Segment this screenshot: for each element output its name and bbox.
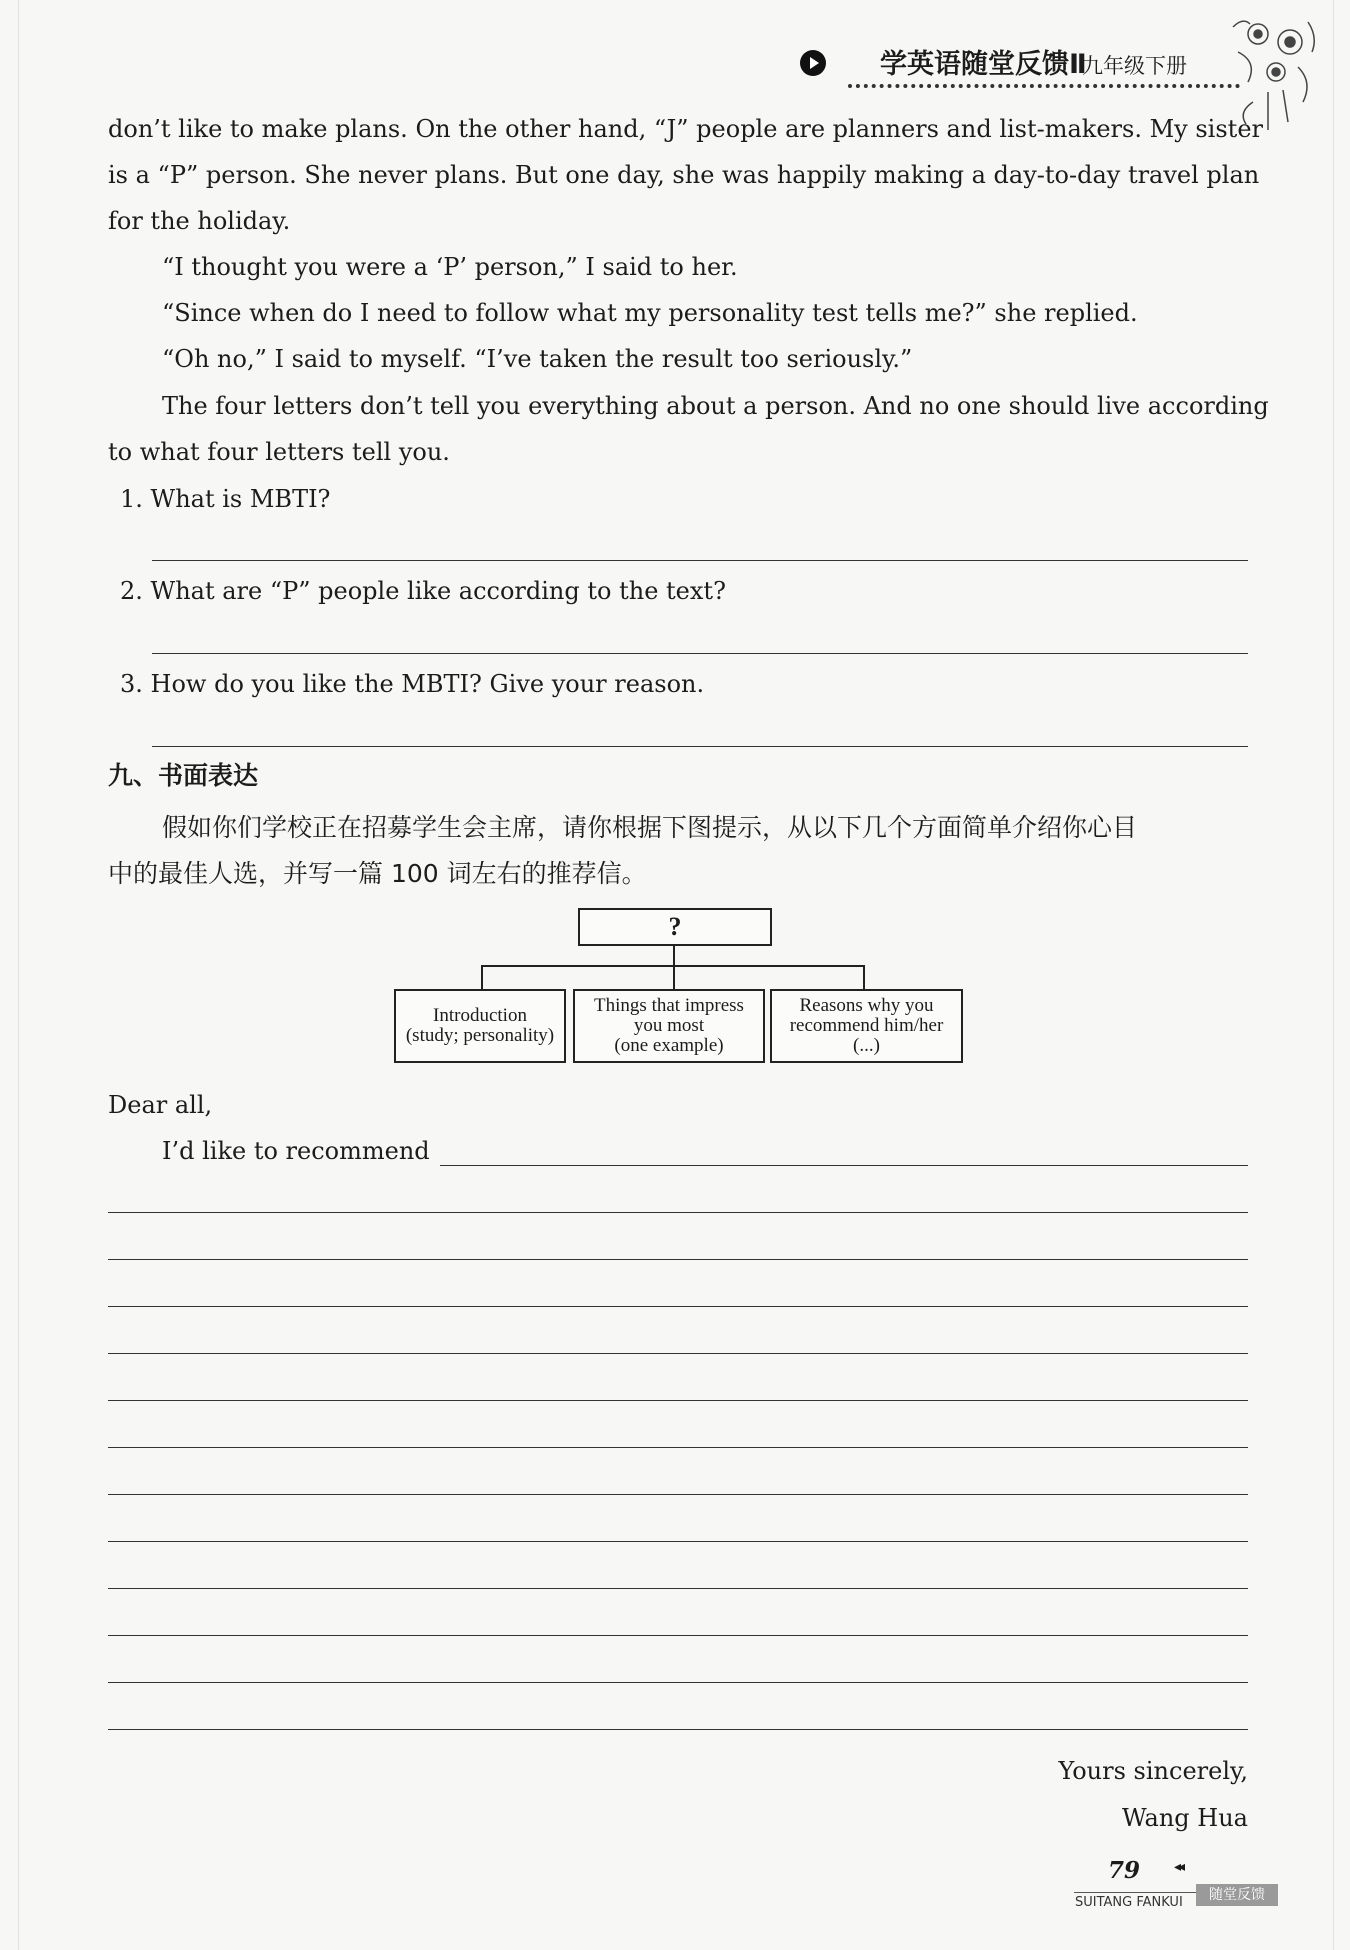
diagram-connector <box>673 965 675 989</box>
passage-line: for the holiday. <box>108 207 291 235</box>
answer-line-1[interactable] <box>152 560 1248 561</box>
box-line: (...) <box>853 1035 880 1056</box>
writing-line[interactable] <box>108 1494 1248 1495</box>
question-2: 2. What are “P” people like according to the text? <box>120 577 726 605</box>
diagram-top-box: ? <box>578 908 772 946</box>
closing: Yours sincerely, <box>1058 1757 1248 1785</box>
box-line: recommend him/her <box>789 1015 944 1036</box>
writing-line[interactable] <box>108 1353 1248 1354</box>
passage-line: “Oh no,” I said to myself. “I’ve taken the result too seriously.” <box>162 345 913 373</box>
writing-line[interactable] <box>440 1165 1248 1166</box>
header-title: 学英语随堂反馈Ⅱ <box>880 49 1087 80</box>
diagram-connector <box>481 965 483 989</box>
arrow-left-icon: ◂◂ <box>1174 1859 1183 1875</box>
diagram-box-introduction <box>394 989 566 1063</box>
passage-line: to what four letters tell you. <box>108 438 450 466</box>
answer-line-3[interactable] <box>152 746 1248 747</box>
box-line: (study; personality) <box>405 1025 555 1046</box>
writing-line[interactable] <box>108 1447 1248 1448</box>
box-line: Introduction <box>433 1005 527 1026</box>
diagram-connector <box>863 965 865 989</box>
writing-line[interactable] <box>108 1635 1248 1636</box>
instruction-line: 假如你们学校正在招募学生会主席，请你根据下图提示，从以下几个方面简单介绍你心目 <box>162 813 1138 842</box>
passage-line: “I thought you were a ‘P’ person,” I said to her. <box>162 253 738 281</box>
greeting: Dear all, <box>108 1091 213 1119</box>
header-dotted-rule <box>848 84 1240 88</box>
writing-line[interactable] <box>108 1541 1248 1542</box>
box-line: (one example) <box>614 1035 724 1056</box>
writing-line[interactable] <box>108 1682 1248 1683</box>
passage-line: The four letters don’t tell you everything about a person. And no one should live according <box>162 392 1269 420</box>
question-3: 3. How do you like the MBTI? Give your reason. <box>120 670 705 698</box>
writing-line[interactable] <box>108 1400 1248 1401</box>
diagram-box-reasons <box>770 989 963 1063</box>
passage-line: don’t like to make plans. On the other hand, “J” people are planners and list-makers. My sister <box>108 115 1263 143</box>
instruction-line: 中的最佳人选，并写一篇 100 词左右的推荐信。 <box>108 859 647 888</box>
answer-line-2[interactable] <box>152 653 1248 654</box>
play-icon <box>800 50 826 76</box>
question-1: 1. What is MBTI? <box>120 485 331 513</box>
passage-line: is a “P” person. She never plans. But one day, she was happily making a day-to-day travel plan <box>108 161 1260 189</box>
passage-line: “Since when do I need to follow what my personality test tells me?” she replied. <box>162 299 1138 327</box>
footer-brand-tag: 随堂反馈 <box>1196 1884 1278 1906</box>
page-number: 79 <box>1108 1857 1141 1884</box>
writing-line[interactable] <box>108 1588 1248 1589</box>
writing-line[interactable] <box>108 1212 1248 1213</box>
header-subtitle: 九年级下册 <box>1082 54 1187 78</box>
opening-phrase: I’d like to recommend <box>162 1137 430 1165</box>
writing-line[interactable] <box>108 1306 1248 1307</box>
diagram-connector <box>673 946 675 966</box>
writing-line[interactable] <box>108 1729 1248 1730</box>
signature: Wang Hua <box>1121 1804 1248 1832</box>
diagram-box-impress <box>573 989 765 1063</box>
section-title: 九、书面表达 <box>108 761 259 790</box>
box-line: you most <box>633 1015 705 1036</box>
box-line: Things that impress <box>594 995 744 1016</box>
writing-line[interactable] <box>108 1259 1248 1260</box>
footer-brand-en: SUITANG FANKUI <box>1075 1895 1183 1910</box>
box-line: Reasons why you <box>799 995 934 1016</box>
